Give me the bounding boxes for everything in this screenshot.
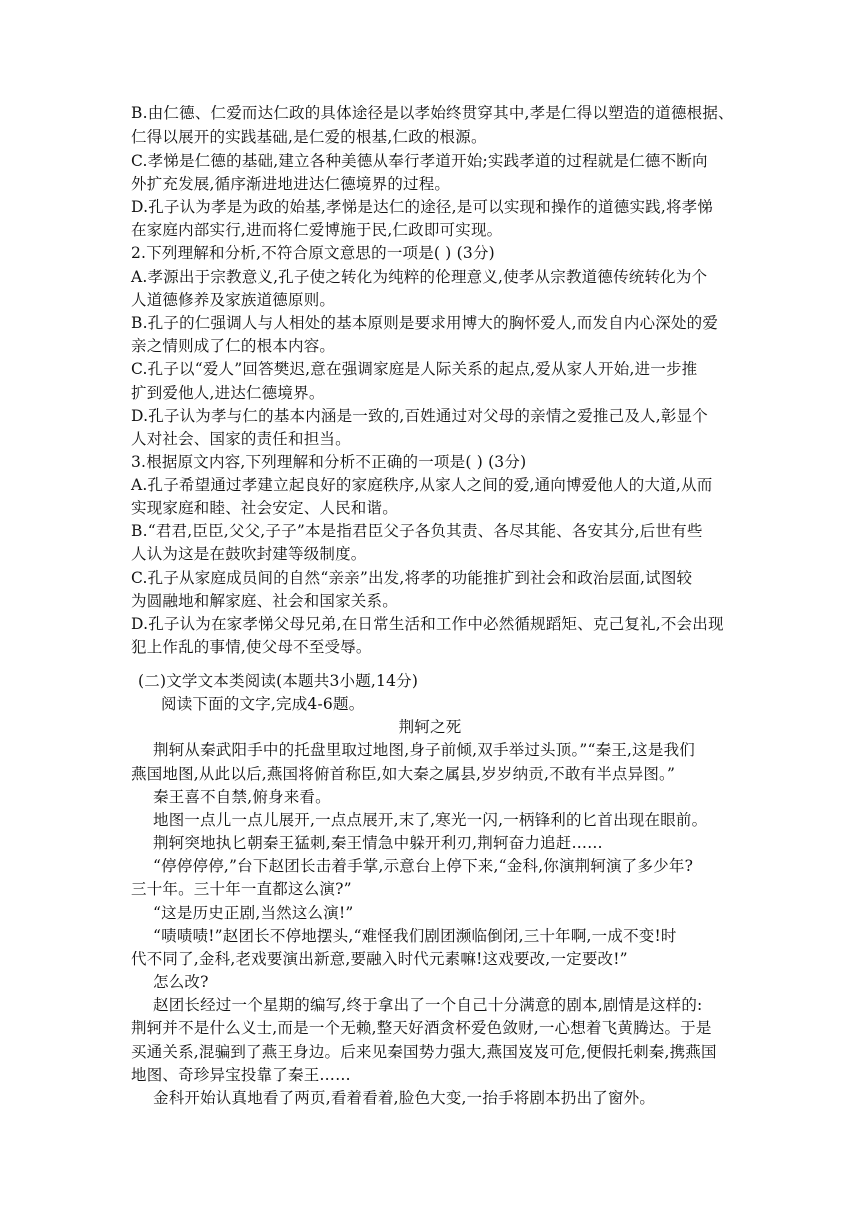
story-paragraph-9-line-4: 地图、奇珍异宝投靠了秦王…… [131,1066,351,1084]
option-b-line-2: 仁得以展开的实践基础,是仁爱的根基,仁政的根源。 [131,128,487,146]
story-paragraph-3: 地图一点儿一点儿展开,一点点展开,末了,寒光一闪,一柄锋利的匕首出现在眼前。 [153,811,708,829]
story-paragraph-2: 秦王喜不自禁,俯身来看。 [153,788,331,806]
story-paragraph-10: 金科开始认真地看了两页,看着看着,脸色大变,一抬手将剧本扔出了窗外。 [153,1089,656,1107]
q3-option-d-line-1: D.孔子认为在家孝悌父母兄弟,在日常生活和工作中必然循规蹈矩、克己复礼,不会出现 [131,615,724,633]
story-paragraph-9-line-2: 荆轲并不是什么义士,而是一个无赖,整天好酒贪杯爱色敛财,一心想着飞黄腾达。于是 [131,1019,712,1037]
option-b-line-1: B.由仁德、仁爱而达仁政的具体途径是以孝始终贯穿其中,孝是仁得以塑造的道德根据、 [131,104,734,122]
section-heading: (二)文学文本类阅读(本题共3小题,14分) [138,672,419,690]
q2-option-d-line-2: 人对社会、国家的责任和担当。 [131,430,351,448]
q3-option-a-line-1: A.孔子希望通过孝建立起良好的家庭秩序,从家人之间的爱,通向博爱他人的大道,从而 [131,476,713,494]
q3-option-d-line-2: 犯上作乱的事情,使父母不至受辱。 [131,638,372,656]
story-paragraph-4: 荆轲突地执匕朝秦王猛刺,秦王情急中躲开利刃,荆轲奋力追赶…… [153,834,603,852]
story-paragraph-7-line-2: 代不同了,金科,老戏要演出新意,要融入时代元素嘛!这戏要改,一定要改!” [131,950,628,968]
option-d-line-1: D.孔子认为孝是为政的始基,孝悌是达仁的途径,是可以实现和操作的道德实践,将孝悌 [131,198,714,216]
option-d-line-2: 在家庭内部实行,进而将仁爱博施于民,仁政即可实现。 [131,221,503,239]
option-c-line-1: C.孝悌是仁德的基础,建立各种美德从奉行孝道开始;实践孝道的过程就是仁德不断向 [131,152,708,170]
q2-option-c-line-2: 扩到爱他人,进达仁德境界。 [131,384,325,402]
story-paragraph-5-line-1: “停停停停,”台下赵团长击着手掌,示意台上停下来,“金科,你演荆轲演了多少年? [153,857,694,875]
q2-option-a-line-2: 人道德修养及家族道德原则。 [131,291,336,309]
question-2: 2.下列理解和分析,不符合原文意思的一项是( ) (3分) [131,244,495,262]
q3-option-c-line-2: 为圆融地和解家庭、社会和国家关系。 [131,592,398,610]
story-paragraph-7-line-1: “啧啧啧!”赵团长不停地摆头,“难怪我们剧团濒临倒闭,三十年啊,一成不变!时 [153,927,677,945]
q2-option-d-line-1: D.孔子认为孝与仁的基本内涵是一致的,百姓通过对父母的亲情之爱推己及人,彰显个 [131,407,708,425]
question-3: 3.根据原文内容,下列理解和分析不正确的一项是( ) (3分) [131,453,527,471]
q2-option-a-line-1: A.孝源出于宗教意义,孔子使之转化为纯粹的伦理意义,使孝从宗教道德传统转化为个 [131,268,708,286]
q3-option-b-line-1: B.“君君,臣臣,父父,子子”本是指君臣父子各负其责、各尽其能、各安其分,后世有些 [131,522,703,540]
q2-option-c-line-1: C.孔子以“爱人”回答樊迟,意在强调家庭是人际关系的起点,爱从家人开始,进一步推 [131,360,698,378]
q3-option-b-line-2: 人认为这是在鼓吹封建等级制度。 [131,545,367,563]
story-paragraph-9-line-3: 买通关系,混骗到了燕王身边。后来见秦国势力强大,燕国岌岌可危,便假托刺秦,携燕国 [131,1043,717,1061]
q3-option-a-line-2: 实现家庭和睦、社会安定、人民和谐。 [131,499,398,517]
story-paragraph-1-line-1: 荆轲从秦武阳手中的托盘里取过地图,身子前倾,双手举过头顶。”“秦王,这是我们 [153,741,695,759]
story-title: 荆轲之死 [398,718,462,736]
q2-option-b-line-2: 亲之情则成了仁的根本内容。 [131,337,336,355]
story-paragraph-8: 怎么改? [153,973,209,991]
story-paragraph-5-line-2: 三十年。三十年一直都这么演?” [131,880,352,898]
option-c-line-2: 外扩充发展,循序渐进地进达仁德境界的过程。 [131,175,451,193]
q2-option-b-line-1: B.孔子的仁强调人与人相处的基本原则是要求用博大的胸怀爱人,而发自内心深处的爱 [131,314,719,332]
story-paragraph-1-line-2: 燕国地图,从此以后,燕国将俯首称臣,如大秦之属县,岁岁纳贡,不敢有半点异图。” [131,765,676,783]
q3-option-c-line-1: C.孔子从家庭成员间的自然“亲亲”出发,将孝的功能推扩到社会和政治层面,试图较 [131,569,693,587]
instruction: 阅读下面的文字,完成4-6题。 [161,695,365,713]
story-paragraph-6: “这是历史正剧,当然这么演!” [153,904,354,922]
story-paragraph-9-line-1: 赵团长经过一个星期的编写,终于拿出了一个自己十分满意的剧本,剧情是这样的: [153,996,703,1014]
